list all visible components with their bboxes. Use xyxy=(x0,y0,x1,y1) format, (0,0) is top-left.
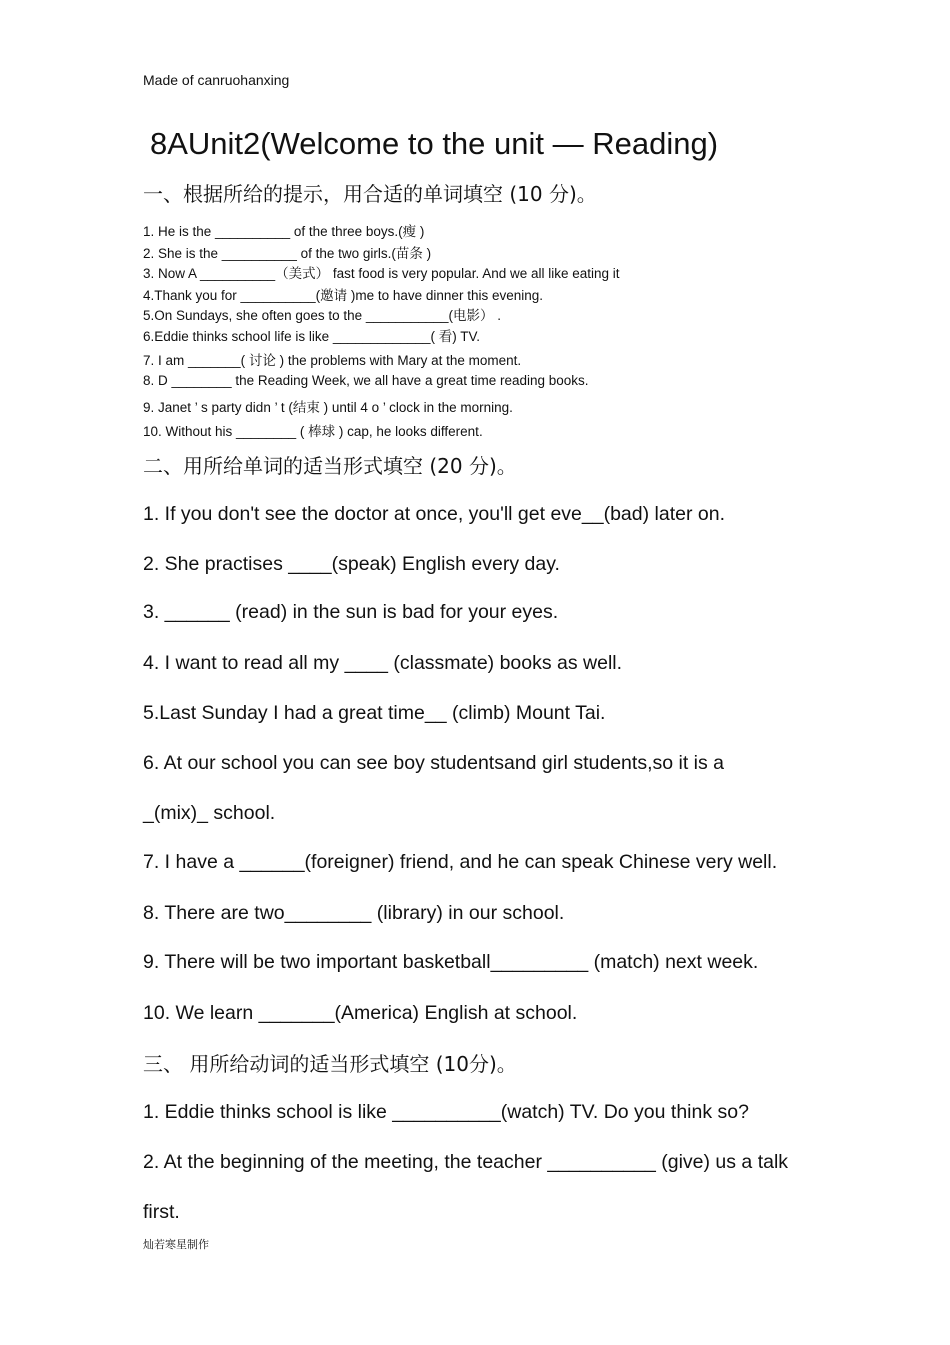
section-1-item-7: 7. I am _______( 讨论 ) the problems with Mary at the moment. xyxy=(143,353,522,368)
section-1-item-10: 10. Without his ________ ( 棒球 ) cap, he looks different. xyxy=(143,424,483,439)
section-2-item-2: 2. She practises ____(speak) English every day. xyxy=(143,553,560,575)
footer-note: 灿若寒星制作 xyxy=(143,1238,209,1251)
header-note: Made of canruohanxing xyxy=(143,72,290,88)
section-1-item-6: 6.Eddie thinks school life is like _____________( 看) TV. xyxy=(143,329,480,344)
section-1-item-1: 1. He is the __________ of the three boys.(瘦 ) xyxy=(143,224,425,239)
section-1-item-3: 3. Now A __________（美式） fast food is very popular. And we all like eating it xyxy=(143,266,620,281)
section-1-item-9: 9. Janet ’ s party didn ’ t (结束 ) until 4 o ’ clock in the morning. xyxy=(143,400,513,415)
section-1-item-5: 5.On Sundays, she often goes to the ___________(电影） . xyxy=(143,308,501,323)
section-2-item-3: 3. ______ (read) in the sun is bad for your eyes. xyxy=(143,601,559,623)
section-2-item-8: 8. There are two________ (library) in our school. xyxy=(143,902,565,924)
section-2-item-7: 7. I have a ______(foreigner) friend, and he can speak Chinese very well. xyxy=(143,851,778,873)
page-title: 8AUnit2(Welcome to the unit — Reading) xyxy=(150,126,719,161)
section-2-heading: 二、用所给单词的适当形式填空 (20 分)。 xyxy=(143,454,517,478)
section-3-item-1: 1. Eddie thinks school is like __________(watch) TV. Do you think so? xyxy=(143,1101,749,1123)
section-2-item-1: 1. If you don't see the doctor at once, you'll get eve__(bad) later on. xyxy=(143,503,725,525)
section-2-item-5: 5.Last Sunday I had a great time__ (climb) Mount Tai. xyxy=(143,702,606,724)
section-1-item-8: 8. D ________ the Reading Week, we all have a great time reading books. xyxy=(143,373,589,388)
section-1-item-4: 4.Thank you for __________(邀请 )me to have dinner this evening. xyxy=(143,288,543,303)
section-1-item-2: 2. She is the __________ of the two girls.(苗条 ) xyxy=(143,246,432,261)
section-2-item-4: 4. I want to read all my ____ (classmate) books as well. xyxy=(143,652,623,674)
section-1-heading: 一、根据所给的提示，用合适的单词填空 (10 分)。 xyxy=(143,182,597,206)
section-2-item-6-cont: _(mix)_ school. xyxy=(143,802,276,824)
section-2-item-10: 10. We learn _______(America) English at school. xyxy=(143,1002,578,1024)
section-2-item-6: 6. At our school you can see boy studentsand girl students,so it is a xyxy=(143,752,725,774)
section-3-item-2: 2. At the beginning of the meeting, the teacher __________ (give) us a talk xyxy=(143,1151,789,1173)
section-3-heading: 三、 用所给动词的适当形式填空 (10分)。 xyxy=(143,1052,517,1076)
section-2-item-9: 9. There will be two important basketball_________ (match) next week. xyxy=(143,951,759,973)
section-3-item-2-cont: first. xyxy=(143,1201,180,1223)
